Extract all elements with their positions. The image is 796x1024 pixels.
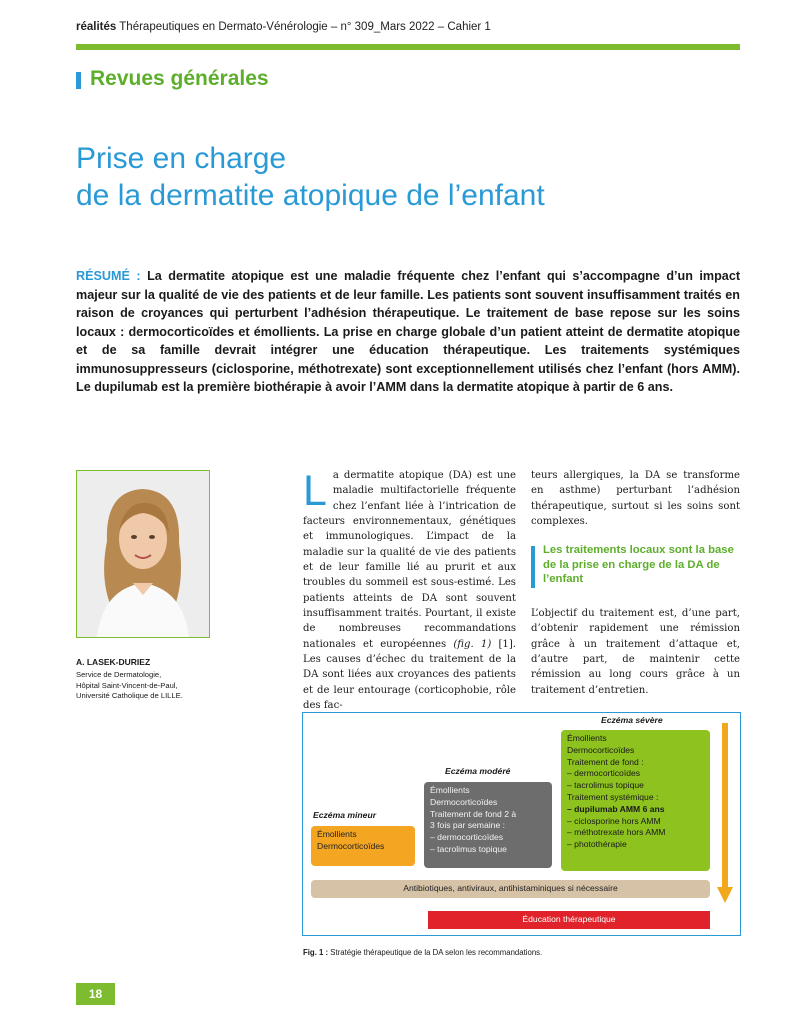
journal-brand: réalités — [76, 21, 117, 33]
box-line: – dupilumab AMM 6 ans — [567, 803, 665, 814]
body-text-continued: [1]. Les causes d’échec du traitement de la DA sont liées aux croyances des patients et de leur entourage (corticophobie, rôle des fac- — [303, 638, 516, 712]
box-line: – dermocorticoïdes — [567, 768, 641, 779]
caption-text: Stratégie thérapeutique de la DA selon les recommandations. — [328, 948, 543, 957]
author-affiliation — [76, 670, 256, 702]
body-column-2: teurs allergiques, la DA se transforme en asthme) perturbant l’adhésion thérapeutique, surtout si les soins sont complexes. — [531, 470, 740, 528]
subheading-marker — [531, 546, 535, 588]
box-mild — [311, 826, 415, 866]
abstract-label: RÉSUMÉ : — [76, 269, 141, 283]
box-severe — [561, 730, 710, 871]
author-portrait-image — [77, 471, 209, 637]
body-text: a dermatite atopique (DA) est une maladie multifactorielle fréquente chez l’enfant liée à l’intrication de facteurs environnementaux, génétiques et immunologiques. L’impact de la maladie sur la qualité de vie des patients et de leur famille lié au prurit et aux troubles du sommeil est sous-estimé. Les patients atteints de DA sont souvent insuffisamment traités. Pourtant, il existe de nombreuses recommandations nationales et européennes — [303, 470, 516, 650]
box-line: Émollients — [567, 733, 607, 743]
drop-cap: L — [303, 467, 327, 515]
author-photo — [76, 470, 210, 638]
article-title-line-2: de la dermatite atopique de l’enfant — [76, 179, 545, 212]
affiliation-line: Université Catholique de LILLE. — [76, 691, 183, 700]
subheading: Les traitements locaux sont la base de la prise en charge de la DA de l’enfant — [543, 544, 734, 585]
box-line: – méthotrexate hors AMM — [567, 827, 666, 838]
article-title — [76, 140, 545, 214]
section-marker — [76, 72, 81, 89]
figure-reference: (fig. 1) — [453, 638, 492, 650]
body-column-1 — [303, 468, 516, 714]
level-label-severe: Eczéma sévère — [601, 715, 663, 725]
box-line: Émollients — [430, 785, 470, 795]
level-label-mild: Eczéma mineur — [313, 810, 377, 820]
escalation-arrow — [717, 723, 733, 905]
box-moderate — [424, 782, 552, 868]
section-title: Revues générales — [90, 67, 269, 90]
header-rule — [76, 44, 740, 50]
figure-1 — [302, 712, 741, 936]
box-line: Traitement systémique : — [567, 791, 659, 802]
bar-therapeutic-education: Éducation thérapeutique — [428, 911, 710, 929]
page-number: 18 — [76, 983, 115, 1005]
box-line: – photothérapie — [567, 839, 627, 850]
figure-caption — [303, 948, 542, 957]
affiliation-line: Service de Dermatologie, — [76, 670, 162, 679]
box-line: Traitement de fond : — [567, 756, 644, 767]
article-title-line-1: Prise en charge — [76, 142, 287, 175]
box-line: Dermocorticoïdes — [430, 796, 498, 807]
level-label-moderate: Eczéma modéré — [445, 766, 511, 776]
caption-label: Fig. 1 : — [303, 948, 329, 957]
journal-header — [76, 21, 491, 33]
affiliation-line: Hôpital Saint-Vincent-de-Paul, — [76, 680, 178, 690]
journal-issue: Thérapeutiques en Dermato-Vénérologie – n° 309_Mars 2022 – Cahier 1 — [119, 21, 491, 33]
box-line: – dermocorticoïdes — [430, 832, 504, 843]
box-line: Traitement de fond 2 à — [430, 808, 517, 819]
box-line: Dermocorticoïdes — [567, 744, 635, 755]
abstract — [76, 267, 740, 397]
box-line: 3 fois par semaine : — [430, 820, 505, 831]
box-line: – ciclosporine hors AMM — [567, 815, 661, 826]
abstract-text: La dermatite atopique est une maladie fréquente chez l’enfant qui s’accompagne d’un impact majeur sur la qualité de vie des patients et de leur famille. Les patients sont souvent insuffisamment traités en raison de croyances qui perturbent l’adhésion thérapeutique. Le traitement de base repose sur les soins locaux : dermocorticoïdes et émollients. La prise en charge globale d’un patient atteint de dermatite atopique et de sa famille devrait intégrer une éducation thérapeutique. Les traitements systémiques immunosuppresseurs (ciclosporine, méthotrexate) sont exceptionnellement utilisés chez l’enfant (hors AMM). Le dupilumab est la première biothérapie à avoir l’AMM dans la dermatite atopique à partir de 6 ans. — [76, 269, 741, 394]
author-name: A. LASEK-DURIEZ — [76, 657, 151, 667]
bar-anti-infectives: Antibiotiques, antiviraux, antihistaminiques si nécessaire — [311, 880, 710, 898]
box-line: Émollients — [317, 829, 357, 839]
box-line: – tacrolimus topique — [430, 843, 507, 854]
body-column-2-paragraph: L’objectif du traitement est, d’une part, d’obtenir rapidement une rémission grâce à un traitement d’attaque et, d’autre part, de maintenir cette rémission au long cours grâce à un traitement d’entretien. — [531, 608, 740, 696]
box-line: Dermocorticoïdes — [317, 840, 385, 851]
box-line: – tacrolimus topique — [567, 780, 644, 791]
